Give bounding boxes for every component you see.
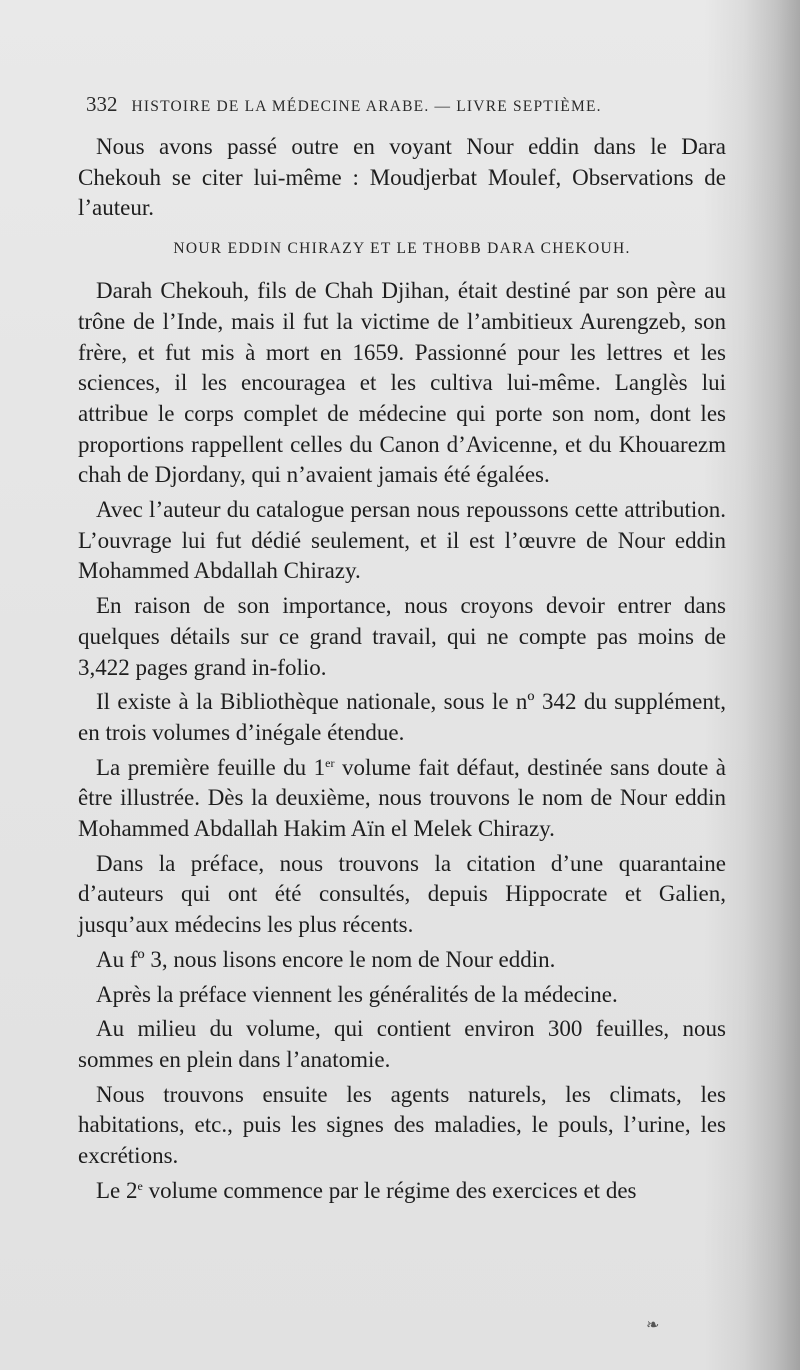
paragraph-dara-chekouh-citation: Nous avons passé outre en voyant Nour eddin dans le Dara Chekouh se citer lui-même : Moudjerbat Moulef, Observations de l’auteur.	[78, 134, 726, 221]
second-volume-text-start: Le 2	[96, 1177, 138, 1203]
paragraph-generalites: Après la préface viennent les généralités de la médecine.	[96, 981, 618, 1007]
paragraph-importance: En raison de son importance, nous croyons devoir entrer dans quelques détails sur ce grand travail, qui ne compte pas moins de 3,422 pages grand in-folio.	[78, 593, 726, 680]
paragraph-premiere-feuille	[78, 753, 726, 845]
running-title: HISTOIRE DE LA MÉDECINE ARABE. — LIVRE SEPTIÈME.	[131, 98, 602, 115]
superscript-e: e	[137, 1178, 143, 1193]
paragraph-attribution: Avec l’auteur du catalogue persan nous repoussons cette attribution. L’ouvrage lui fut dédié seulement, et il est l’œuvre de Nour eddin Mohammed Abdallah Chirazy.	[78, 497, 726, 584]
paragraph-anatomie: Au milieu du volume, qui contient environ 300 feuilles, nous sommes en plein dans l’anatomie.	[78, 1016, 726, 1072]
paragraph-bibliotheque: Il existe à la Bibliothèque nationale, sous le nº 342 du supplément, en trois volumes d’inégale étendue.	[78, 689, 726, 745]
printer-mark-icon: ❧	[646, 1317, 660, 1334]
running-header	[86, 92, 726, 122]
body-text	[78, 132, 726, 1207]
paragraph-preface: Dans la préface, nous trouvons la citation d’une quarantaine d’auteurs qui ont été consultés, depuis Hippocrate et Galien, jusqu’aux médecins les plus récents.	[78, 850, 726, 938]
page-number: 332	[86, 92, 118, 116]
premiere-feuille-text-end: volume fait défaut, destinée sans doute à être illustrée. Dès la deuxième, nous trouvons le nom de Nour eddin Mohammed Abdallah Hakim Aïn el Melek Chirazy.	[78, 754, 726, 842]
paragraph-agents-naturels: Nous trouvons ensuite les agents naturels, les climats, les habitations, etc., puis les signes des maladies, le pouls, l’urine, les excrétions.	[78, 1081, 726, 1169]
premiere-feuille-text-start: La première feuille du 1	[96, 754, 326, 780]
section-heading: NOUR EDDIN CHIRAZY ET LE THOBB DARA CHEKOUH.	[173, 240, 631, 258]
paragraph-folio-3: Au fº 3, nous lisons encore le nom de Nour eddin.	[96, 946, 556, 972]
superscript-er: er	[325, 755, 335, 770]
paragraph-second-volume	[78, 1176, 726, 1207]
paragraph-darah-chekouh: Darah Chekouh, fils de Chah Djihan, était destiné par son père au trône de l’Inde, mais il fut la victime de l’ambitieux Aurengzeb, son frère, et fut mis à mort en 1659. Passionné pour les lettres et les sciences, il les encouragea et les cultiva lui-même. Langlès lui attribue le corps complet de médecine qui porte son nom, dont les proportions rappellent celles du Canon d’Avicenne, et du Khouarezm chah de Djordany, qui n’avaient jamais été égalées.	[78, 278, 726, 488]
second-volume-text-end: volume commence par le régime des exercices et des	[142, 1177, 637, 1203]
